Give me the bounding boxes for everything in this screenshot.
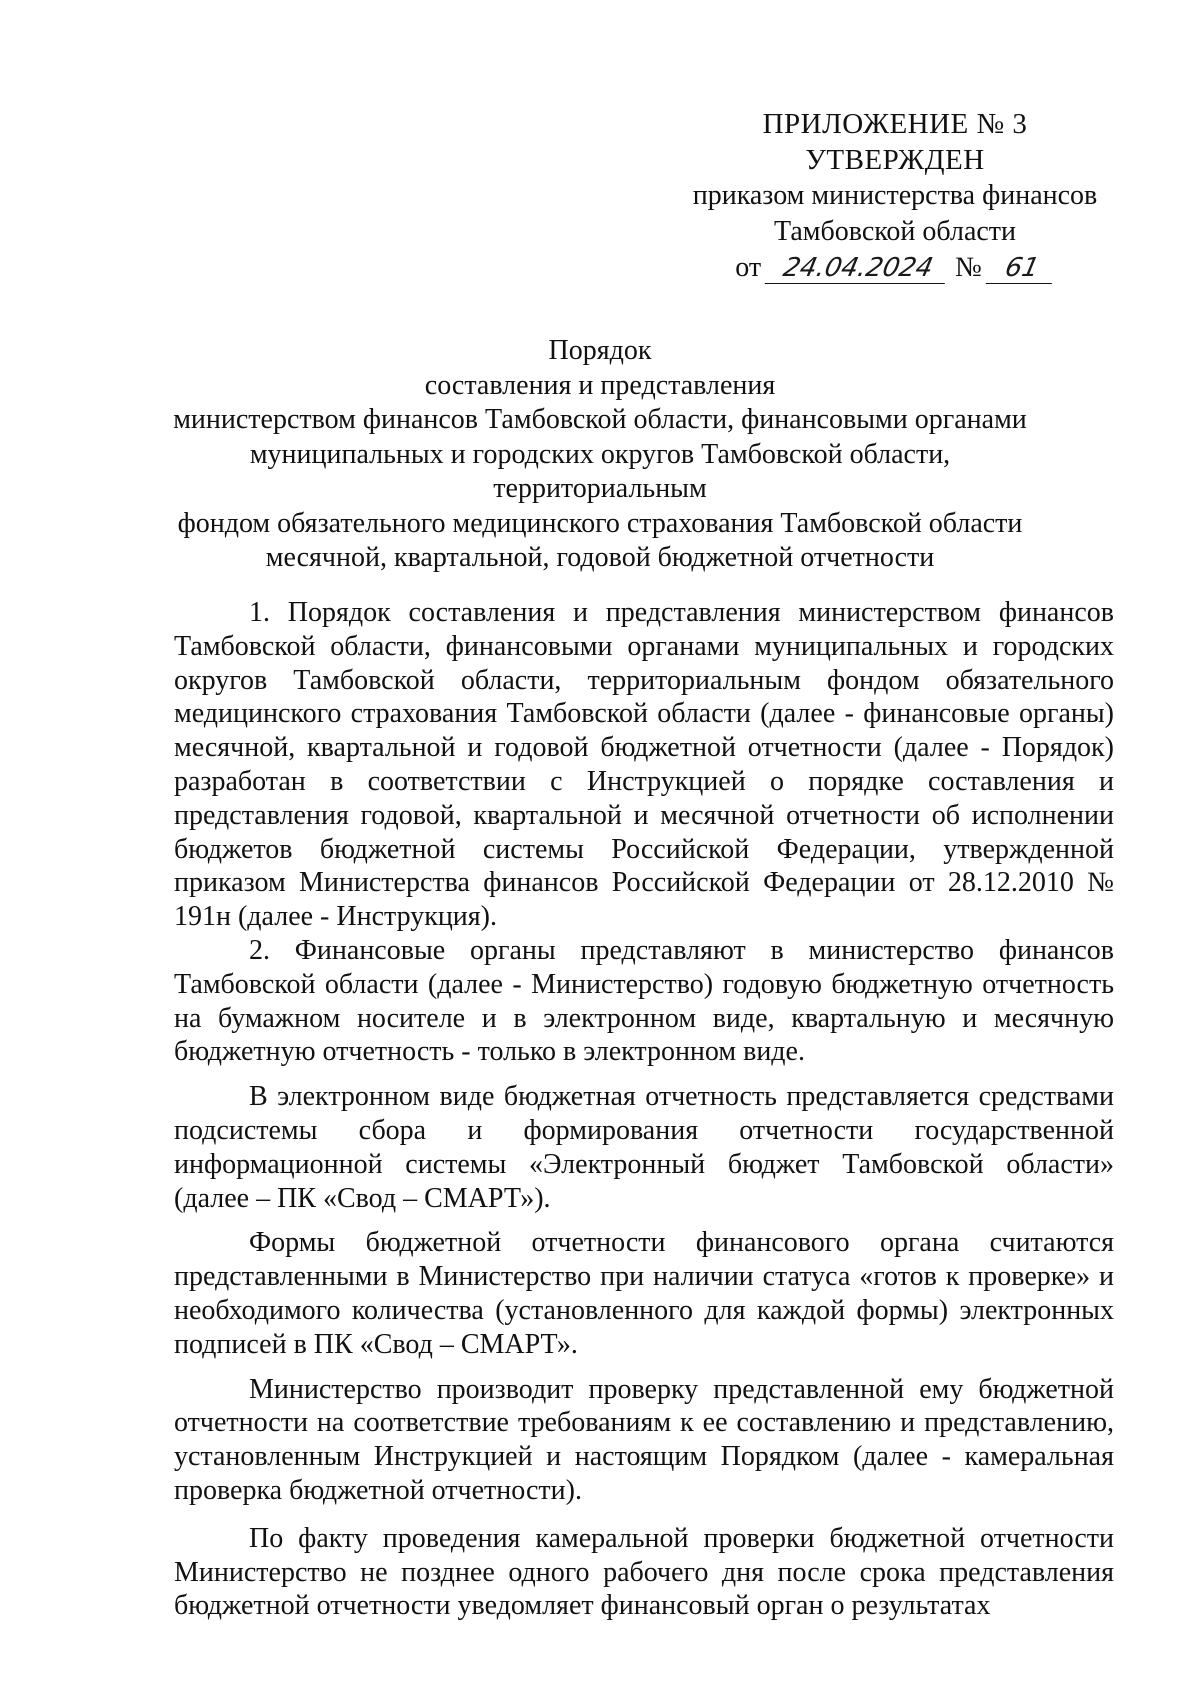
- title-line: министерством финансов Тамбовской области, финансовыми органами: [173, 404, 1027, 435]
- date-prefix: от: [735, 252, 762, 283]
- title-line: фондом обязательного медицинского страхования Тамбовской области: [177, 507, 1023, 539]
- paragraph-forms: Формы бюджетной отчетности финансового органа считаются представленными в Министерство при наличии статуса «готов к проверке» и необходимого количества (установленного для каждой формы) электронных подписей в ПК «Свод – СМАРТ».: [174, 1227, 1114, 1360]
- paragraph-electronic: В электронном виде бюджетная отчетность представляется средствами подсистемы сбора и формирования отчетности государственной информационной системы «Электронный бюджет Тамбовской области» (далее – ПК «Свод – СМАРТ»).: [174, 1081, 1114, 1214]
- paragraph-verification: Министерство производит проверку представленной ему бюджетной отчетности на соответствие требованиям к ее составлению и представлению, установленным Инструкцией и настоящим Порядком (далее - камеральная проверка бюджетной отчетности).: [174, 1373, 1114, 1506]
- title-line: муниципальных и городских округов Тамбовской области, территориальным: [249, 438, 951, 504]
- appendix-number: ПРИЛОЖЕНИЕ № 3: [762, 108, 1028, 140]
- document-body: [174, 596, 1114, 1623]
- approval-region-line: Тамбовской области: [773, 216, 1017, 247]
- title-line: Порядок: [548, 335, 652, 366]
- number-prefix: №: [955, 252, 982, 283]
- paragraph-1: 1. Порядок составления и представления министерством финансов Тамбовской области, финансовыми органами муниципальных и городских округов Тамбовской области, территориальным фондом обязательного медицинского страхования Тамбовской области (далее - финансовые органы) месячной, квартальной и годовой бюджетной отчетности (далее - Порядок) разработан в соответствии с Инструкцией о порядке составления и представления годовой, квартальной и месячной отчетности об исполнении бюджетов бюджетной системы Российской Федерации, утвержденной приказом Министерства финансов Российской Федерации от 28.12.2010 № 191н (далее - Инструкция).: [174, 597, 1114, 933]
- handwritten-number: 61: [986, 253, 1059, 284]
- paragraph-results: По факту проведения камеральной проверки бюджетной отчетности Министерство не позднее одного рабочего дня после срока представления бюджетной отчетности уведомляет финансовый орган о результатах: [174, 1522, 1114, 1622]
- document-title: [150, 334, 1050, 576]
- approval-order-line: приказом министерства финансов: [692, 180, 1098, 211]
- approval-date-line: [660, 250, 1130, 290]
- title-line: месячной, квартальной, годовой бюджетной отчетности: [265, 542, 935, 573]
- title-line: составления и представления: [424, 369, 776, 401]
- approval-block: [660, 106, 1130, 290]
- handwritten-date: 24.04.2024: [765, 253, 952, 284]
- paragraph-2: 2. Финансовые органы представляют в министерство финансов Тамбовской области (далее - Министерство) годовую бюджетную отчетность на бумажном носителе и в электронном виде, квартальную и месячную бюджетную отчетность - только в электронном виде.: [174, 934, 1114, 1068]
- approved-stamp: УТВЕРЖДЕН: [805, 144, 985, 176]
